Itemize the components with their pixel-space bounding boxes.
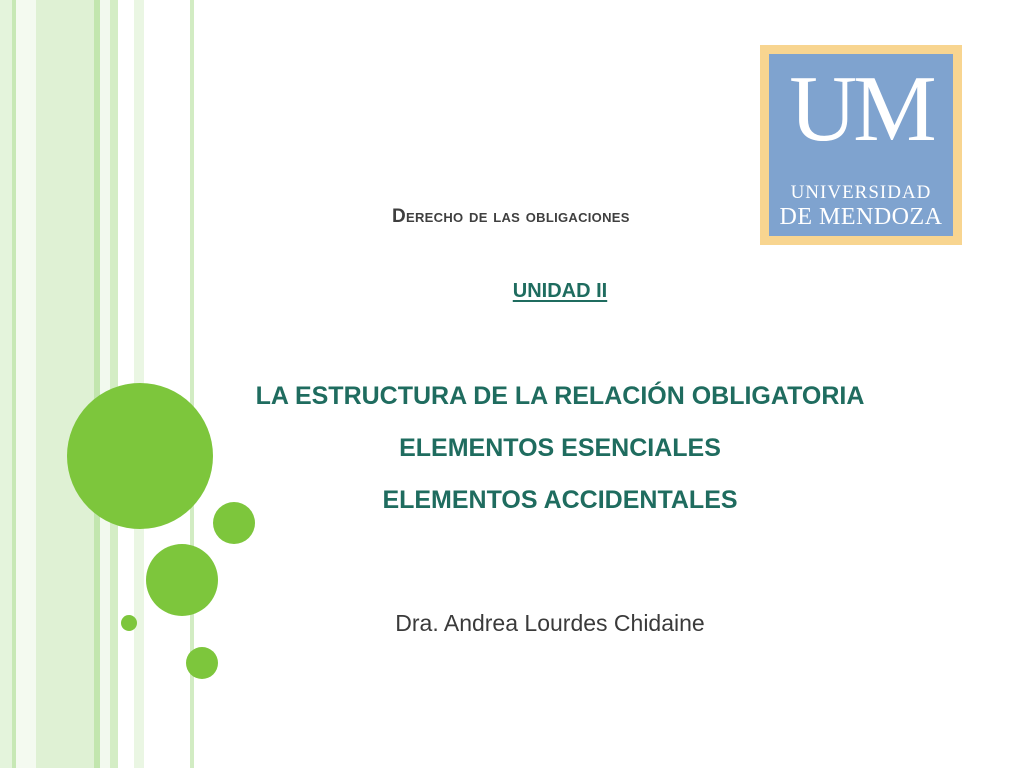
university-logo — [760, 45, 962, 245]
large-circle — [67, 383, 213, 529]
logo-line-1: UNIVERSIDAD — [790, 182, 932, 203]
small-circle-bottom — [186, 647, 218, 679]
topic-item: ELEMENTOS ACCIDENTALES — [382, 486, 738, 514]
medium-circle — [146, 544, 218, 616]
logo-panel — [769, 54, 953, 236]
slide-title: Derecho de las obligaciones — [392, 206, 630, 227]
tiny-circle — [121, 615, 137, 631]
logo-line-2: DE MENDOZA — [779, 204, 943, 230]
author-name: Dra. Andrea Lourdes Chidaine — [395, 610, 705, 636]
topic-item: ELEMENTOS ESENCIALES — [399, 434, 721, 462]
topics-list — [200, 370, 920, 526]
logo-mark: UM — [789, 57, 933, 161]
topic-item: LA ESTRUCTURA DE LA RELACIÓN OBLIGATORIA — [255, 382, 865, 410]
unit-heading: UNIDAD II — [512, 280, 608, 302]
